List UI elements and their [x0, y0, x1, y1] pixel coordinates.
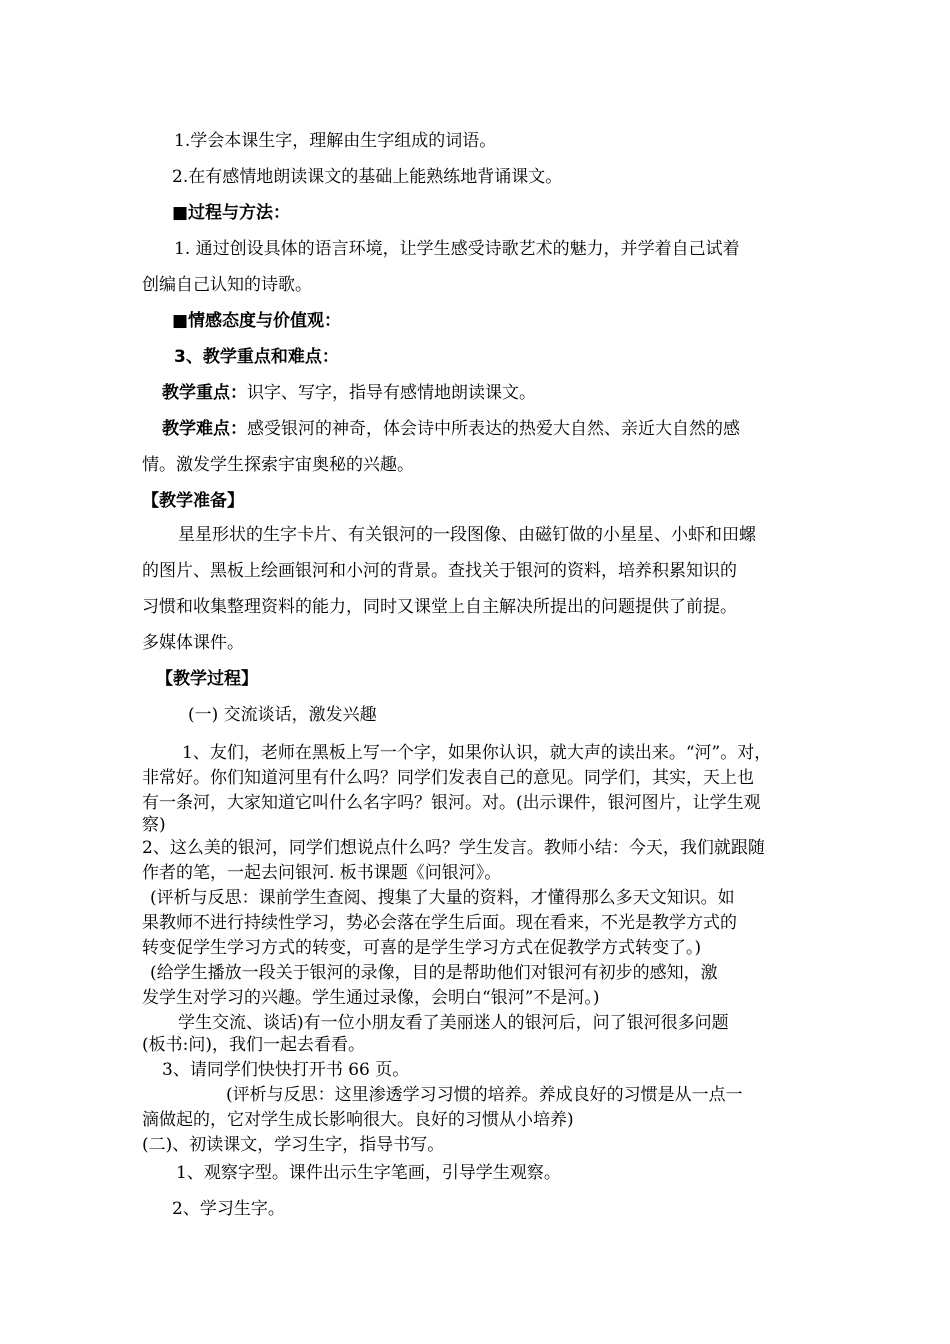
reflection-2-line1: (给学生播放一段关于银河的录像，目的是帮助他们对银河有初步的感知，激 [150, 963, 718, 983]
preparation-heading: 【教学准备】 [142, 491, 244, 511]
emotion-values-heading: ■情感态度与价值观： [172, 311, 342, 331]
section-1-title: (一) 交流谈话，激发兴趣 [188, 705, 377, 725]
section-2-title: (二)、初读课文，学习生字，指导书写。 [142, 1135, 445, 1155]
reflection-4-line2: 滴做起的，它对学生成长影响很大。良好的习惯从小培养) [142, 1110, 574, 1130]
preparation-line-2: 的图片、黑板上绘画银河和小河的背景。查找关于银河的资料，培养积累知识的 [142, 561, 737, 581]
process-method-heading: ■过程与方法： [172, 203, 291, 223]
process-heading: 【教学过程】 [156, 669, 258, 689]
process-method-item-line2: 创编自己认知的诗歌。 [142, 275, 312, 295]
section-2-item-2: 2、学习生字。 [172, 1199, 285, 1219]
section-2-item-1: 1、观察字型。课件出示生字笔画，引导学生观察。 [176, 1163, 561, 1183]
key-points-heading: 3、教学重点和难点： [174, 347, 339, 367]
paragraph-1-line4: 察) [142, 815, 166, 835]
paragraph-1-line2: 非常好。你们知道河里有什么吗？同学们发表自己的意见。同学们，其实，天上也 [142, 768, 754, 788]
objective-item-2: 2.在有感情地朗读课文的基础上能熟练地背诵课文。 [172, 167, 563, 187]
teaching-difficulty-text: 感受银河的神奇，体会诗中所表达的热爱大自然、亲近大自然的感 [247, 419, 740, 439]
paragraph-3: 3、请同学们快快打开书 66 页。 [162, 1060, 410, 1080]
reflection-1-line3: 转变促学生学习方式的转变，可喜的是学生学习方式在促教学方式转变了。) [142, 938, 702, 958]
exchange-line1: 学生交流、谈话)有一位小朋友看了美丽迷人的银河后，问了银河很多问题 [178, 1013, 729, 1033]
paragraph-1-line3: 有一条河，大家知道它叫什么名字吗？银河。对。(出示课件，银河图片，让学生观 [142, 793, 761, 813]
reflection-2-line2: 发学生对学习的兴趣。学生通过录像，会明白“银河”不是河。) [142, 988, 600, 1008]
reflection-1-line1: (评析与反思：课前学生查阅、搜集了大量的资料，才懂得那么多天文知识。如 [150, 888, 735, 908]
teaching-focus [162, 378, 536, 403]
preparation-line-1: 星星形状的生字卡片、有关银河的一段图像、由磁钉做的小星星、小虾和田螺 [178, 525, 756, 545]
teaching-difficulty-label: 教学难点： [162, 419, 247, 439]
teaching-difficulty-line2: 情。激发学生探索宇宙奥秘的兴趣。 [142, 455, 414, 475]
teaching-focus-label: 教学重点： [162, 383, 247, 403]
paragraph-2-line2: 作者的笔，一起去问银河. 板书课题《问银河》。 [142, 863, 502, 883]
reflection-4-line1: (评析与反思：这里渗透学习习惯的培养。养成良好的习惯是从一点一 [226, 1085, 743, 1105]
process-method-item-line1: 1. 通过创设具体的语言环境，让学生感受诗歌艺术的魅力，并学着自己试着 [174, 239, 740, 259]
preparation-line-4: 多媒体课件。 [142, 633, 244, 653]
paragraph-1-line1: 1、友们，老师在黑板上写一个字，如果你认识，就大声的读出来。“河”。对， [182, 743, 772, 763]
teaching-difficulty [162, 414, 740, 439]
preparation-line-3: 习惯和收集整理资料的能力，同时又课堂上自主解决所提出的问题提供了前提。 [142, 597, 737, 617]
paragraph-2-line1: 2、这么美的银河，同学们想说点什么吗？学生发言。教师小结：今天，我们就跟随 [142, 838, 765, 858]
objective-item-1: 1.学会本课生字，理解由生字组成的词语。 [174, 131, 497, 151]
teaching-focus-text: 识字、写字，指导有感情地朗读课文。 [247, 383, 536, 403]
exchange-line2: (板书:问)，我们一起去看看。 [142, 1035, 365, 1055]
reflection-1-line2: 果教师不进行持续性学习，势必会落在学生后面。现在看来，不光是教学方式的 [142, 913, 737, 933]
